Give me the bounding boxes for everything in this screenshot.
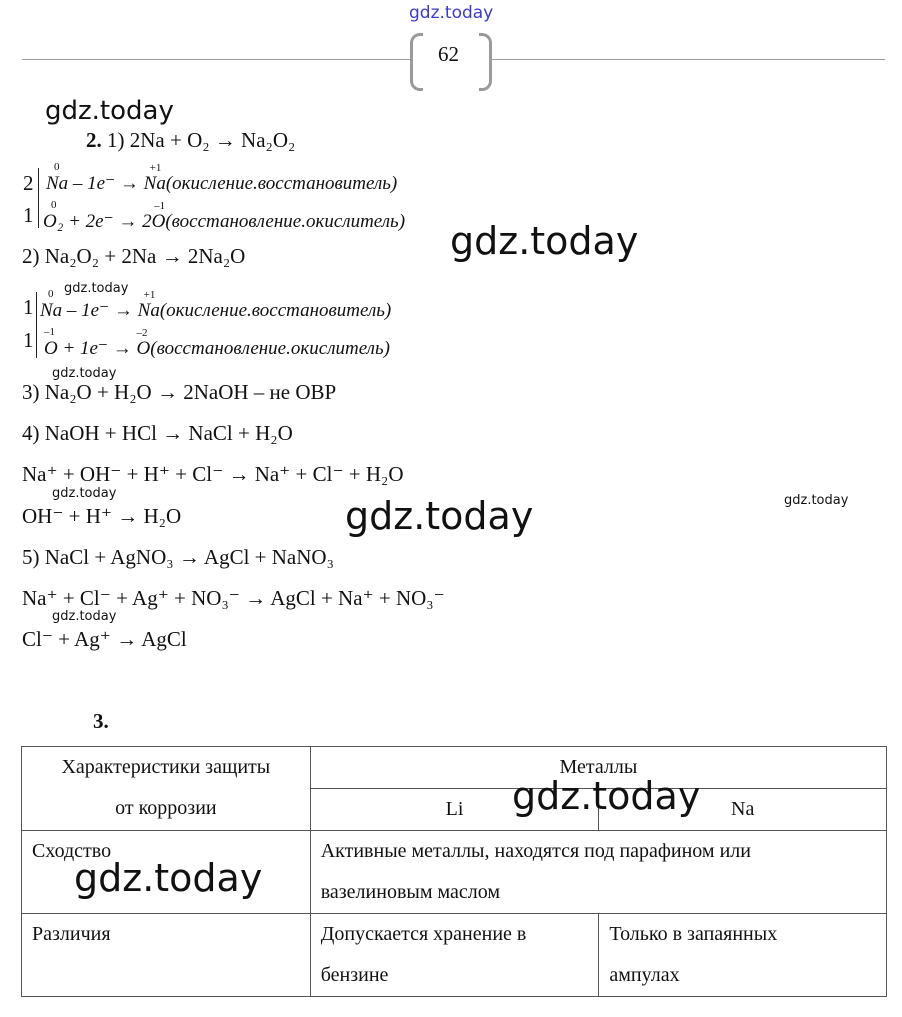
half-right-species: Na: [143, 173, 166, 194]
similarity-line-2: вазелиновым маслом: [320, 881, 501, 903]
row-differences-label: Различия: [22, 914, 311, 997]
ox-state: 0: [51, 199, 57, 211]
task2-equation-4-short: OH⁻ + H⁺ → H₂O: [22, 504, 182, 528]
half-right: [143, 162, 166, 194]
table-header-characteristics: [22, 747, 311, 831]
watermark-small-2: gdz.today: [52, 366, 117, 381]
arrow-icon: →: [118, 211, 138, 232]
watermark-2: gdz.today: [450, 219, 639, 263]
half-reaction-bracket-2: [36, 292, 37, 358]
watermark-small-4: gdz.today: [784, 493, 849, 508]
half-note: (окисление.восстановитель): [165, 173, 398, 194]
arrow-icon: →: [112, 338, 132, 359]
table-row: [22, 914, 887, 997]
half-right-species: O: [136, 338, 151, 359]
ox-state: 0: [48, 288, 54, 300]
ox-state: –2: [136, 327, 148, 339]
watermark-1: gdz.today: [45, 96, 174, 126]
eq1-half2-coef: 1: [23, 203, 34, 227]
eq1-half1-coef: 2: [23, 171, 34, 195]
half-right: [142, 200, 166, 232]
arrow-icon: →: [113, 300, 133, 321]
page-number-bracket-left: [410, 33, 423, 91]
row-differences-na: [599, 914, 887, 997]
similarity-line-1: Активные металлы, находятся под парафином или: [320, 840, 751, 862]
half-left: O + 1e⁻: [44, 338, 109, 359]
half-note: (восстановление.окислитель): [165, 211, 406, 232]
table-row: [22, 747, 887, 789]
diff-na-line-1: Только в запаянных: [609, 923, 778, 945]
task3-number: 3.: [93, 709, 109, 733]
ox-state: +1: [143, 289, 156, 301]
watermark-3: gdz.today: [345, 494, 534, 538]
equation-1-text: 1) 2Na + O₂ → Na₂O₂: [107, 128, 296, 152]
task2-equation-1: [86, 128, 295, 153]
row-similarity-value: [310, 831, 886, 914]
diff-na-line-2: ампулах: [609, 964, 680, 986]
header-line-1: Характеристики защиты: [61, 756, 271, 778]
eq2-half1-coef: 1: [23, 295, 34, 319]
header-rule-left: [22, 59, 410, 60]
task2-equation-3: 3) Na₂O + H₂O → 2NaOH – не ОВР: [22, 380, 337, 404]
task2-equation-4-ionic: Na⁺ + OH⁻ + H⁺ + Cl⁻ → Na⁺ + Cl⁻ + H₂O: [22, 462, 404, 486]
page-number: 62: [438, 42, 459, 66]
eq2-half2-coef: 1: [23, 328, 34, 352]
ox-state: 0: [54, 161, 60, 173]
arrow-icon: →: [119, 173, 139, 194]
page-number-bracket-right: [479, 33, 492, 91]
task2-equation-5: 5) NaCl + AgNO₃ → AgCl + NaNO₃: [22, 545, 334, 569]
watermark-top: gdz.today: [409, 3, 494, 23]
half-right-species: Na: [137, 300, 160, 321]
header-rule-right: [492, 59, 885, 60]
half-left: Na – 1e⁻: [46, 173, 116, 194]
eq1-half-reaction-2: [43, 199, 406, 233]
ox-state: –1: [44, 326, 55, 338]
half-right: [136, 327, 151, 359]
row-differences-li: [310, 914, 599, 997]
header-line-2: от коррозии: [115, 797, 217, 819]
half-note: (восстановление.окислитель): [150, 338, 390, 359]
diff-li-line-2: бензине: [320, 964, 389, 986]
watermark-small-3: gdz.today: [52, 486, 117, 501]
task2-equation-5-short: Cl⁻ + Ag⁺ → AgCl: [22, 627, 187, 651]
half-right: [137, 289, 160, 321]
table-header-na: Na: [599, 789, 887, 831]
half-reaction-bracket-1: [38, 168, 39, 228]
eq1-half-reaction-1: [46, 161, 398, 195]
task2-equation-5-ionic: Na⁺ + Cl⁻ + Ag⁺ + NO₃⁻ → AgCl + Na⁺ + NO₃⁻: [22, 586, 445, 610]
ox-state: +1: [149, 162, 162, 174]
watermark-5: gdz.today: [74, 856, 263, 900]
table-header-li: Li: [310, 789, 599, 831]
task2-equation-2: 2) Na₂O₂ + 2Na → 2Na₂O: [22, 244, 246, 268]
watermark-4: gdz.today: [512, 774, 701, 818]
half-left: Na – 1e⁻: [40, 300, 110, 321]
watermark-small-5: gdz.today: [52, 609, 117, 624]
watermark-small-1: gdz.today: [64, 281, 129, 296]
half-left: O₂ + 2e⁻: [43, 211, 114, 232]
task2-equation-4: 4) NaOH + HCl → NaCl + H₂O: [22, 421, 293, 445]
half-right-species: 2O: [142, 211, 166, 232]
half-note: (окисление.восстановитель): [159, 300, 392, 321]
eq2-half-reaction-2: [44, 326, 390, 360]
task2-number: 2.: [86, 128, 102, 152]
diff-li-line-1: Допускается хранение в: [320, 923, 527, 945]
table-header-metals: Металлы: [310, 747, 886, 789]
row-similarity-label: Сходство: [22, 831, 311, 914]
ox-state: –1: [154, 200, 166, 212]
